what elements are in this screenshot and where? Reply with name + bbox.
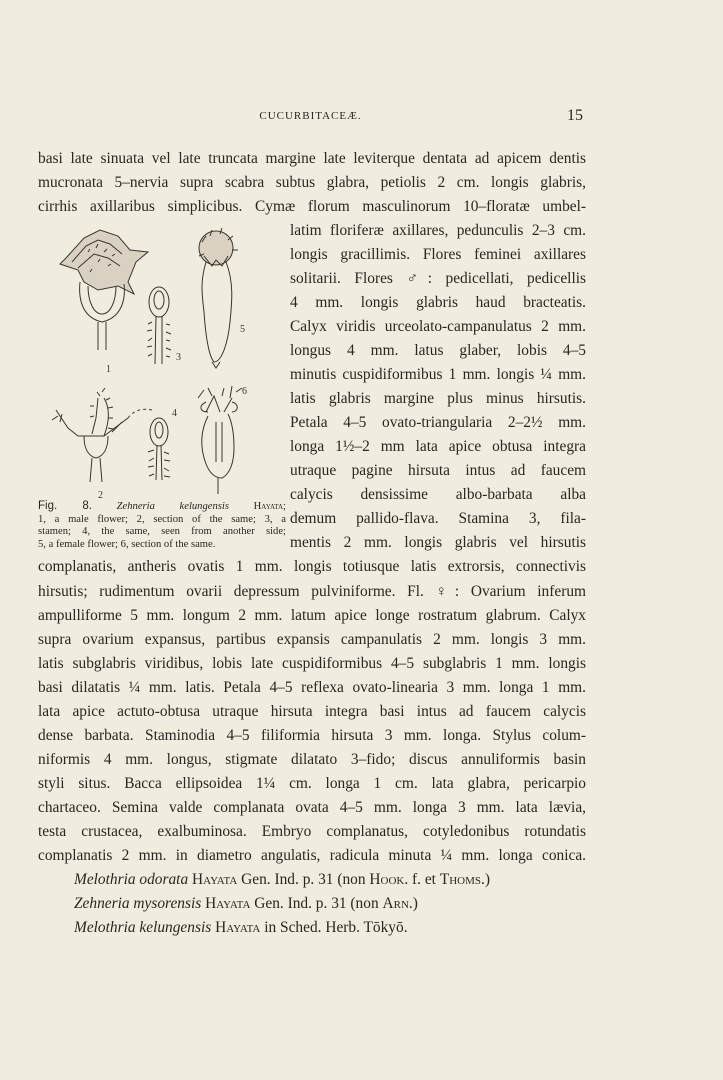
text-line: latim floriferæ axillares, pedunculis 2–3 cm.: [290, 222, 586, 239]
synonym-ref: Gen. Ind. p. 31 (non: [237, 871, 370, 888]
male-flower-drawing: [60, 230, 148, 350]
text-line: solitarii. Flores ♂: pedicellati, pedicellis: [290, 270, 586, 287]
text-line: demum pallido-flava. Stamina 3, fila-: [290, 510, 586, 527]
synonym-line: [74, 868, 586, 892]
text-line: cirrhis axillaribus simplicibus. Cymæ florum masculinorum 10–floratæ umbel-: [38, 198, 586, 215]
synonym-name: Melothria odorata: [74, 871, 189, 888]
text-line: calycis densissime albo-barbata alba: [290, 486, 586, 503]
synonym-author: Hayata: [205, 895, 251, 912]
text-line: dense barbata. Staminodia 4–5 filiformia hirsuta 3 mm. longa. Stylus colum-: [38, 727, 586, 744]
text-line: longis gracillimis. Flores feminei axillares: [290, 246, 586, 263]
text-line: longa 1½–2 mm lata apice obtusa integra: [290, 438, 586, 455]
figure-label-3: 3: [176, 352, 181, 363]
synonym-author: Hook.: [369, 871, 409, 888]
text-line: lata apice actuto-obtusa utraque hirsuta integra basi intus ad faucem calycis: [38, 703, 586, 720]
text-line: styli situs. Bacca ellipsoidea 1¼ cm. longa 1 cm. lata glabra, pericarpio: [38, 775, 586, 792]
text-line: chartaceo. Semina valde complanata ovata 4–5 mm. longa 3 mm. lata lævia,: [38, 799, 586, 816]
figure-label-2: 2: [98, 490, 103, 500]
botanical-figure: [38, 222, 286, 500]
female-section-drawing: [198, 386, 242, 494]
caption-species: Zehneria kelungensis: [116, 501, 229, 512]
figure-label-1: 1: [106, 364, 111, 375]
synonym-author: Hayata: [215, 919, 261, 936]
synonym-ref: f. et: [408, 871, 440, 888]
female-flower-drawing: [199, 228, 238, 368]
caption-punct: ;: [283, 501, 286, 512]
caption-author: Hayata: [253, 501, 284, 512]
text-line: 4 mm. longis glabris haud bracteatis.: [290, 294, 586, 311]
text-line: mentis 2 mm. longis glabris vel hirsutis: [290, 534, 586, 551]
text-line: utraque pagine hirsuta intus ad faucem: [290, 462, 586, 479]
synonym-ref: Gen. Ind. p. 31 (non: [250, 895, 383, 912]
text-line: ampulliforme 5 mm. longum 2 mm. latum apice longe rostratum glabrum. Calyx: [38, 607, 586, 624]
text-line: hirsutis; rudimentum ovarii depressum pulviniforme. Fl. ♀: Ovarium inferum: [38, 583, 586, 600]
synonym-name: Zehneria mysorensis: [74, 895, 202, 912]
synonym-line: [74, 916, 586, 940]
text-line: testa crustacea, exalbuminosa. Embryo complanatus, cotyledonibus rotundatis: [38, 823, 586, 840]
synonym-ref: ): [484, 871, 490, 888]
text-line: basi dilatatis ¼ mm. latis. Petala 4–5 reflexa ovato-linearia 3 mm. longa 1 mm.: [38, 679, 586, 696]
synonym-ref: in Sched. Herb. Tōkyō.: [260, 919, 408, 936]
figure-label-4: 4: [172, 408, 177, 419]
text-line: Calyx viridis urceolato-campanulatus 2 mm.: [290, 318, 586, 335]
figure-number: Fig. 8.: [38, 500, 92, 512]
figure-label-5: 5: [240, 324, 245, 335]
caption-line: 5, a female flower; 6, section of the same.: [38, 538, 216, 550]
text-line: niformis 4 mm. longus, stigmate dilatato 3–fido; discus annuliformis basin: [38, 751, 586, 768]
text-line: longus 4 mm. latus glaber, lobis 4–5: [290, 342, 586, 359]
figure-caption: [38, 500, 286, 551]
synonym-author: Hayata: [192, 871, 238, 888]
running-title: CUCURBITACEÆ.: [259, 110, 362, 122]
text-line: supra ovarium expansus, partibus expansis campanulatis 2 mm. longis 3 mm.: [38, 631, 586, 648]
synonym-author: Arn.: [382, 895, 413, 912]
stamen-side-drawing: [128, 409, 170, 480]
text-line: complanatis 2 mm. in diametro angulatis, radicula minuta ¼ mm. longa conica.: [38, 847, 586, 864]
text-line: latis subglabris viridibus, lobis late cuspidiformibus 4–5 subglabris 1 mm. longis: [38, 655, 586, 672]
synonym-ref: ): [412, 895, 418, 912]
synonym-author: Thoms.: [439, 871, 485, 888]
text-line: latis glabris margine plus minus hirsutis.: [290, 390, 586, 407]
stamen-drawing: [147, 287, 171, 364]
text-line: Petala 4–5 ovato-triangularia 2–2½ mm.: [290, 414, 586, 431]
figure-label-6: 6: [242, 386, 247, 397]
text-line: mucronata 5–nervia supra scabra subtus glabra, petiolis 2 cm. longis glabris,: [38, 174, 586, 191]
synonym-line: [74, 892, 586, 916]
text-line: complanatis, antheris ovatis 1 mm. longis totiusque latis extrorsis, connectivis: [38, 558, 586, 575]
caption-line: 1, a male flower; 2, section of the same; 3, a: [38, 513, 286, 525]
flower-section-drawing: [52, 388, 128, 482]
text-line: basi late sinuata vel late truncata margine late leviterque dentata ad apicem dentis: [38, 150, 586, 167]
caption-line: stamen; 4, the same, seen from another side;: [38, 526, 286, 537]
page-number: 15: [567, 107, 583, 124]
running-head: [38, 107, 583, 130]
text-line: minutis cuspidiformibus 1 mm. longis ¼ mm.: [290, 366, 586, 383]
synonym-name: Melothria kelungensis: [74, 919, 212, 936]
